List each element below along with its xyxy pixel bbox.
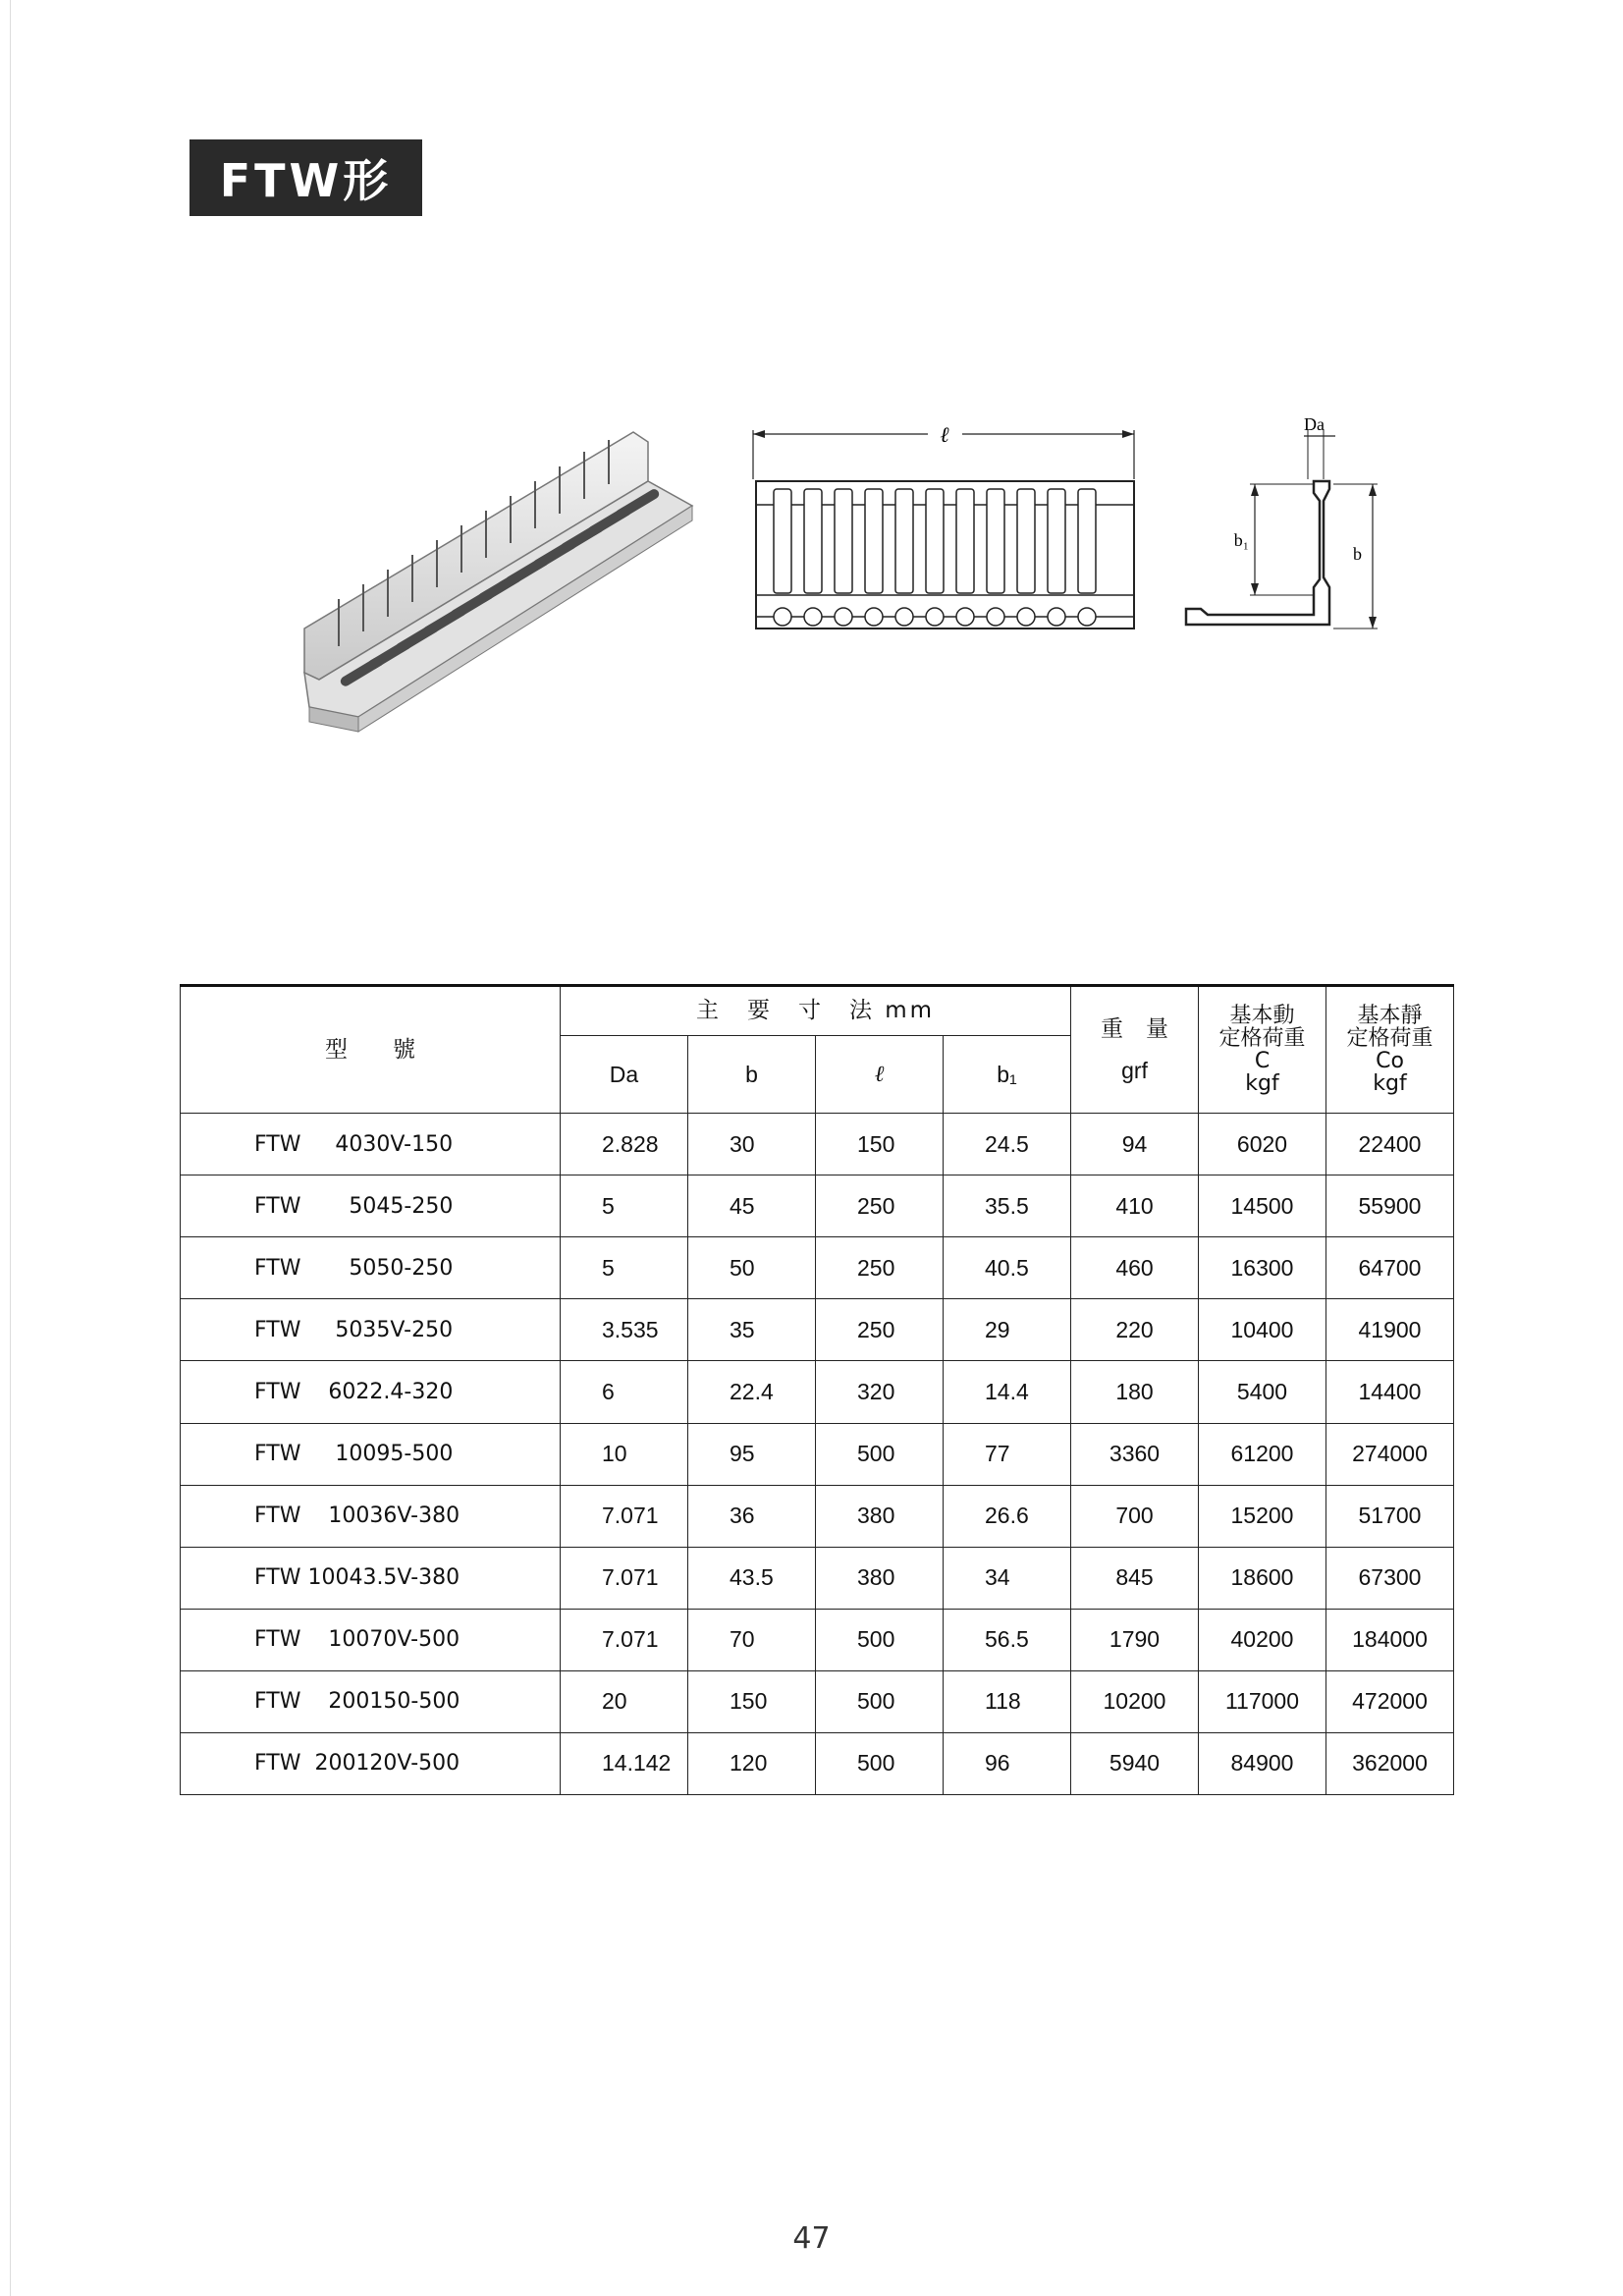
cell-w: 180 [1071,1361,1199,1423]
cell-b: 45 [688,1175,816,1237]
length-label: ℓ [940,423,949,448]
cell-co: 51700 [1326,1485,1454,1547]
cell-b1: 29 [944,1299,1071,1361]
cell-model: FTW 5035V-250 [181,1299,561,1361]
cell-w: 3360 [1071,1423,1199,1485]
page-number: 47 [792,2221,831,2256]
cell-l: 380 [816,1547,944,1609]
cell-l: 320 [816,1361,944,1423]
cell-model: FTW 10043.5V-380 [181,1547,561,1609]
b1-label: b₁ [1233,530,1249,550]
cell-c: 6020 [1199,1114,1326,1175]
cell-l: 500 [816,1732,944,1794]
cell-da: 14.142 [561,1732,688,1794]
cell-co: 67300 [1326,1547,1454,1609]
table-row [181,1732,1454,1794]
header-weight-unit: grf [1121,1058,1148,1084]
cell-b1: 24.5 [944,1114,1071,1175]
table-row [181,1114,1454,1175]
table-row [181,1485,1454,1547]
cell-da: 5 [561,1237,688,1299]
cell-w: 1790 [1071,1609,1199,1670]
cell-co: 22400 [1326,1114,1454,1175]
cell-da: 7.071 [561,1609,688,1670]
header-dynamic-load [1199,986,1326,1114]
cell-model: FTW 200120V-500 [181,1732,561,1794]
cell-b1: 26.6 [944,1485,1071,1547]
cell-model: FTW 10070V-500 [181,1609,561,1670]
header-main-dimensions: 主 要 寸 法 mm [561,986,1071,1036]
header-dynamic-unit: kgf [1245,1071,1279,1097]
b-label: b [1353,544,1362,564]
cell-b1: 77 [944,1423,1071,1485]
cell-l: 250 [816,1237,944,1299]
cell-model: FTW 5050-250 [181,1237,561,1299]
cell-l: 250 [816,1299,944,1361]
cell-w: 845 [1071,1547,1199,1609]
cell-da: 7.071 [561,1547,688,1609]
cell-b1: 14.4 [944,1361,1071,1423]
header-b: b [688,1035,816,1113]
cell-w: 10200 [1071,1670,1199,1732]
cell-c: 18600 [1199,1547,1326,1609]
front-view-drawing [741,410,1154,636]
table-row [181,1670,1454,1732]
cell-c: 15200 [1199,1485,1326,1547]
cell-co: 274000 [1326,1423,1454,1485]
cell-b: 43.5 [688,1547,816,1609]
cell-da: 5 [561,1175,688,1237]
cell-w: 220 [1071,1299,1199,1361]
table-row [181,1299,1454,1361]
cell-co: 362000 [1326,1732,1454,1794]
cell-b: 70 [688,1609,816,1670]
cell-c: 117000 [1199,1670,1326,1732]
table-row [181,1423,1454,1485]
cell-b1: 34 [944,1547,1071,1609]
cell-b: 35 [688,1299,816,1361]
cell-b: 22.4 [688,1361,816,1423]
header-da: Da [561,1035,688,1113]
cell-da: 10 [561,1423,688,1485]
cell-c: 61200 [1199,1423,1326,1485]
cell-co: 184000 [1326,1609,1454,1670]
header-dynamic-symbol: C [1254,1049,1271,1074]
cell-model: FTW 10036V-380 [181,1485,561,1547]
cell-b1: 56.5 [944,1609,1071,1670]
cell-b1: 35.5 [944,1175,1071,1237]
cell-model: FTW 5045-250 [181,1175,561,1237]
header-static-unit: kgf [1373,1071,1407,1097]
header-static-label-2: 定格荷重 [1346,1026,1434,1051]
table-row [181,1547,1454,1609]
header-static-symbol: Co [1376,1049,1404,1074]
da-label: Da [1304,414,1325,434]
page-edge-line [10,0,11,2296]
cell-co: 41900 [1326,1299,1454,1361]
header-static-load [1326,986,1454,1114]
cell-l: 500 [816,1423,944,1485]
cell-c: 40200 [1199,1609,1326,1670]
cell-co: 64700 [1326,1237,1454,1299]
table-row [181,1361,1454,1423]
cell-b: 120 [688,1732,816,1794]
table-row [181,1237,1454,1299]
header-dynamic-label-2: 定格荷重 [1218,1026,1306,1051]
header-dynamic-label-1: 基本動 [1229,1003,1295,1028]
cell-l: 250 [816,1175,944,1237]
side-section-drawing [1166,410,1402,636]
cell-w: 5940 [1071,1732,1199,1794]
cell-l: 150 [816,1114,944,1175]
specification-table [180,984,1454,1795]
cell-model: FTW 6022.4-320 [181,1361,561,1423]
cell-l: 500 [816,1609,944,1670]
cell-da: 6 [561,1361,688,1423]
section-title: FTW形 [189,139,422,216]
cell-b1: 40.5 [944,1237,1071,1299]
header-b1: b₁ [944,1035,1071,1113]
cell-w: 94 [1071,1114,1199,1175]
cell-b: 95 [688,1423,816,1485]
header-model: 型 號 [181,986,561,1114]
cell-w: 700 [1071,1485,1199,1547]
cell-co: 14400 [1326,1361,1454,1423]
header-static-label-1: 基本靜 [1357,1003,1423,1028]
product-illustration [299,422,712,746]
cell-co: 472000 [1326,1670,1454,1732]
cell-b1: 118 [944,1670,1071,1732]
cell-model: FTW 200150-500 [181,1670,561,1732]
cell-da: 3.535 [561,1299,688,1361]
cell-w: 410 [1071,1175,1199,1237]
cell-b: 30 [688,1114,816,1175]
cell-model: FTW 10095-500 [181,1423,561,1485]
table-row [181,1175,1454,1237]
header-weight [1071,986,1199,1114]
cell-b1: 96 [944,1732,1071,1794]
cell-c: 5400 [1199,1361,1326,1423]
cell-l: 380 [816,1485,944,1547]
cell-c: 14500 [1199,1175,1326,1237]
header-weight-label: 重 量 [1101,1015,1168,1042]
cell-w: 460 [1071,1237,1199,1299]
cell-da: 20 [561,1670,688,1732]
cell-da: 2.828 [561,1114,688,1175]
cell-l: 500 [816,1670,944,1732]
header-l: ℓ [816,1035,944,1113]
cell-model: FTW 4030V-150 [181,1114,561,1175]
cell-c: 10400 [1199,1299,1326,1361]
cell-da: 7.071 [561,1485,688,1547]
cell-b: 50 [688,1237,816,1299]
cell-co: 55900 [1326,1175,1454,1237]
table-row [181,1609,1454,1670]
table-header-row-1 [181,986,1454,1036]
cell-c: 84900 [1199,1732,1326,1794]
cell-c: 16300 [1199,1237,1326,1299]
cell-b: 36 [688,1485,816,1547]
cell-b: 150 [688,1670,816,1732]
